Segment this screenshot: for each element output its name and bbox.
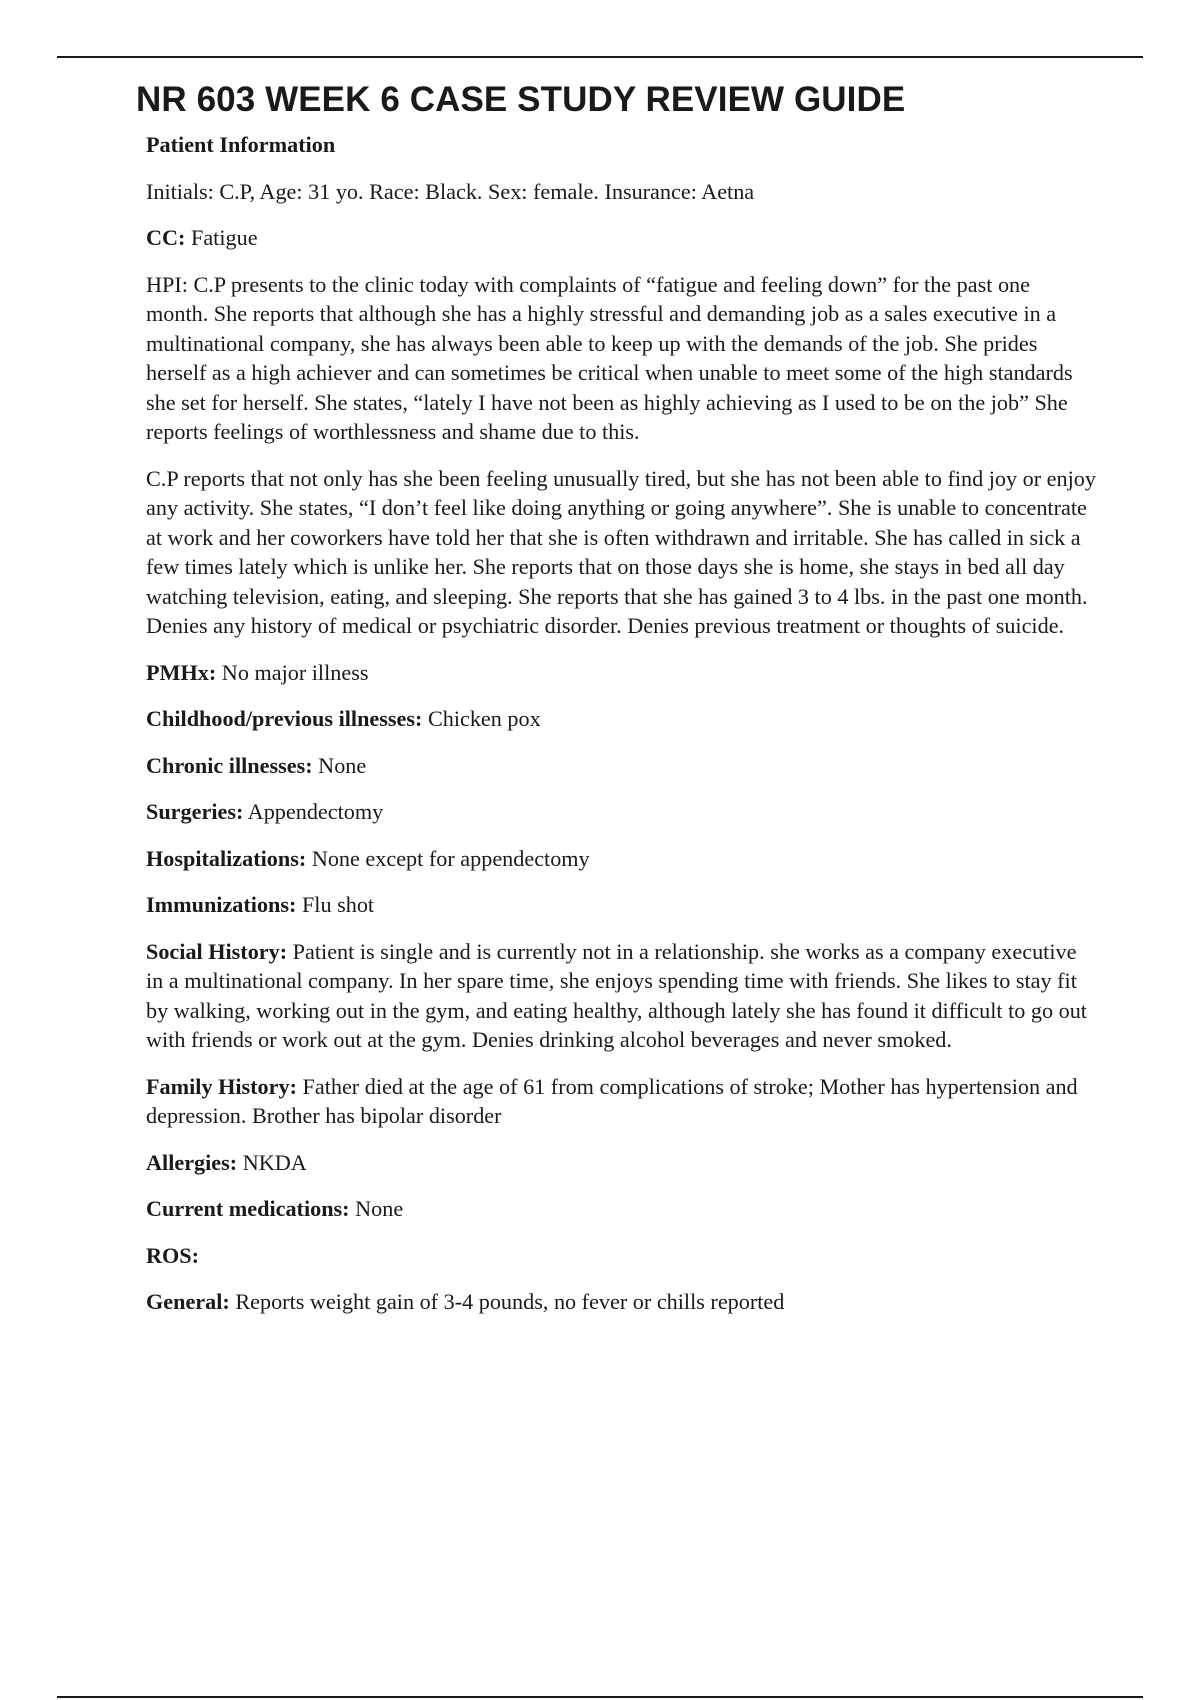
patient-information-heading-text: Patient Information	[146, 132, 336, 157]
family-history-label: Family History:	[146, 1073, 297, 1099]
chief-complaint-label: CC:	[146, 225, 186, 250]
patient-information-heading	[146, 130, 1096, 160]
current-medications	[146, 1194, 1096, 1224]
social-history	[146, 937, 1096, 1055]
family-history-value: Father died at the age of 61 from complications of stroke; Mother has hypertension and depression. Brother has bipolar disorder	[146, 1073, 1078, 1128]
chief-complaint-value: Fatigue	[185, 225, 258, 250]
childhood-illnesses	[146, 704, 1096, 734]
top-rule	[57, 56, 1143, 58]
immunizations-label: Immunizations:	[146, 892, 297, 917]
pmhx	[146, 658, 1096, 688]
ros-label: ROS:	[146, 1242, 200, 1268]
social-history-label: Social History:	[146, 938, 288, 964]
allergies	[146, 1148, 1096, 1178]
current-medications-label: Current medications:	[146, 1196, 350, 1221]
pmhx-value: No major illness	[216, 659, 369, 685]
chief-complaint	[146, 223, 1096, 253]
hospitalizations	[146, 844, 1096, 874]
hospitalizations-value: None except for appendectomy	[306, 845, 590, 871]
document-body	[146, 130, 1096, 1334]
chronic-illnesses	[146, 751, 1096, 781]
current-medications-value: None	[349, 1196, 404, 1221]
general-label: General:	[146, 1289, 230, 1314]
pmhx-label: PMHx:	[146, 659, 217, 685]
document-title: NR 603 WEEK 6 CASE STUDY REVIEW GUIDE	[136, 80, 906, 119]
immunizations-value: Flu shot	[296, 892, 375, 917]
childhood-illnesses-value: Chicken pox	[422, 706, 541, 731]
hpi-paragraph-1: HPI: C.P presents to the clinic today with complaints of “fatigue and feeling down” for the past one month. She reports that although she has a highly stressful and demanding job as a sales executive in a multinational company, she has always been able to keep up with the demands of the job. She prides herself as a high achiever and can sometimes be critical when unable to meet some of the high standards she set for herself. She states, “lately I have not been as highly achieving as I used to be on the job” She reports feelings of worthlessness and shame due to this.	[146, 271, 1073, 444]
surgeries-value: Appendectomy	[243, 799, 384, 824]
general-value: Reports weight gain of 3-4 pounds, no fever or chills reported	[229, 1289, 785, 1314]
allergies-label: Allergies:	[146, 1149, 238, 1175]
bottom-rule	[57, 1696, 1143, 1698]
patient-demographics: Initials: C.P, Age: 31 yo. Race: Black. Sex: female. Insurance: Aetna	[146, 178, 755, 204]
surgeries-label: Surgeries:	[146, 799, 244, 824]
family-history	[146, 1072, 1096, 1131]
childhood-illnesses-label: Childhood/previous illnesses:	[146, 706, 423, 731]
chronic-illnesses-label: Chronic illnesses:	[146, 752, 313, 778]
social-history-value: Patient is single and is currently not in a relationship. she works as a company executive in a multinational company. In her spare time, she enjoys spending time with friends. She likes to stay fit by walking, working out in the gym, and eating healthy, although lately she has found it difficult to go out with friends or work out at the gym. Denies drinking alcohol beverages and never smoked.	[146, 938, 1087, 1052]
allergies-value: NKDA	[237, 1149, 307, 1175]
chronic-illnesses-value: None	[312, 752, 367, 778]
surgeries	[146, 797, 1096, 827]
general	[146, 1287, 1096, 1317]
hpi-paragraph-2: C.P reports that not only has she been feeling unusually tired, but she has not been able to find joy or enjoy any activity. She states, “I don’t feel like doing anything or going anywhere”. She is unable to concentrate at work and her coworkers have told her that she is often withdrawn and irritable. She has called in sick a few times lately which is unlike her. She reports that on those days she is home, she stays in bed all day watching television, eating, and sleeping. She reports that she has gained 3 to 4 lbs. in the past one month. Denies any history of medical or psychiatric disorder. Denies previous treatment or thoughts of suicide.	[146, 465, 1096, 638]
immunizations	[146, 890, 1096, 920]
hospitalizations-label: Hospitalizations:	[146, 845, 307, 871]
ros	[146, 1241, 1096, 1271]
